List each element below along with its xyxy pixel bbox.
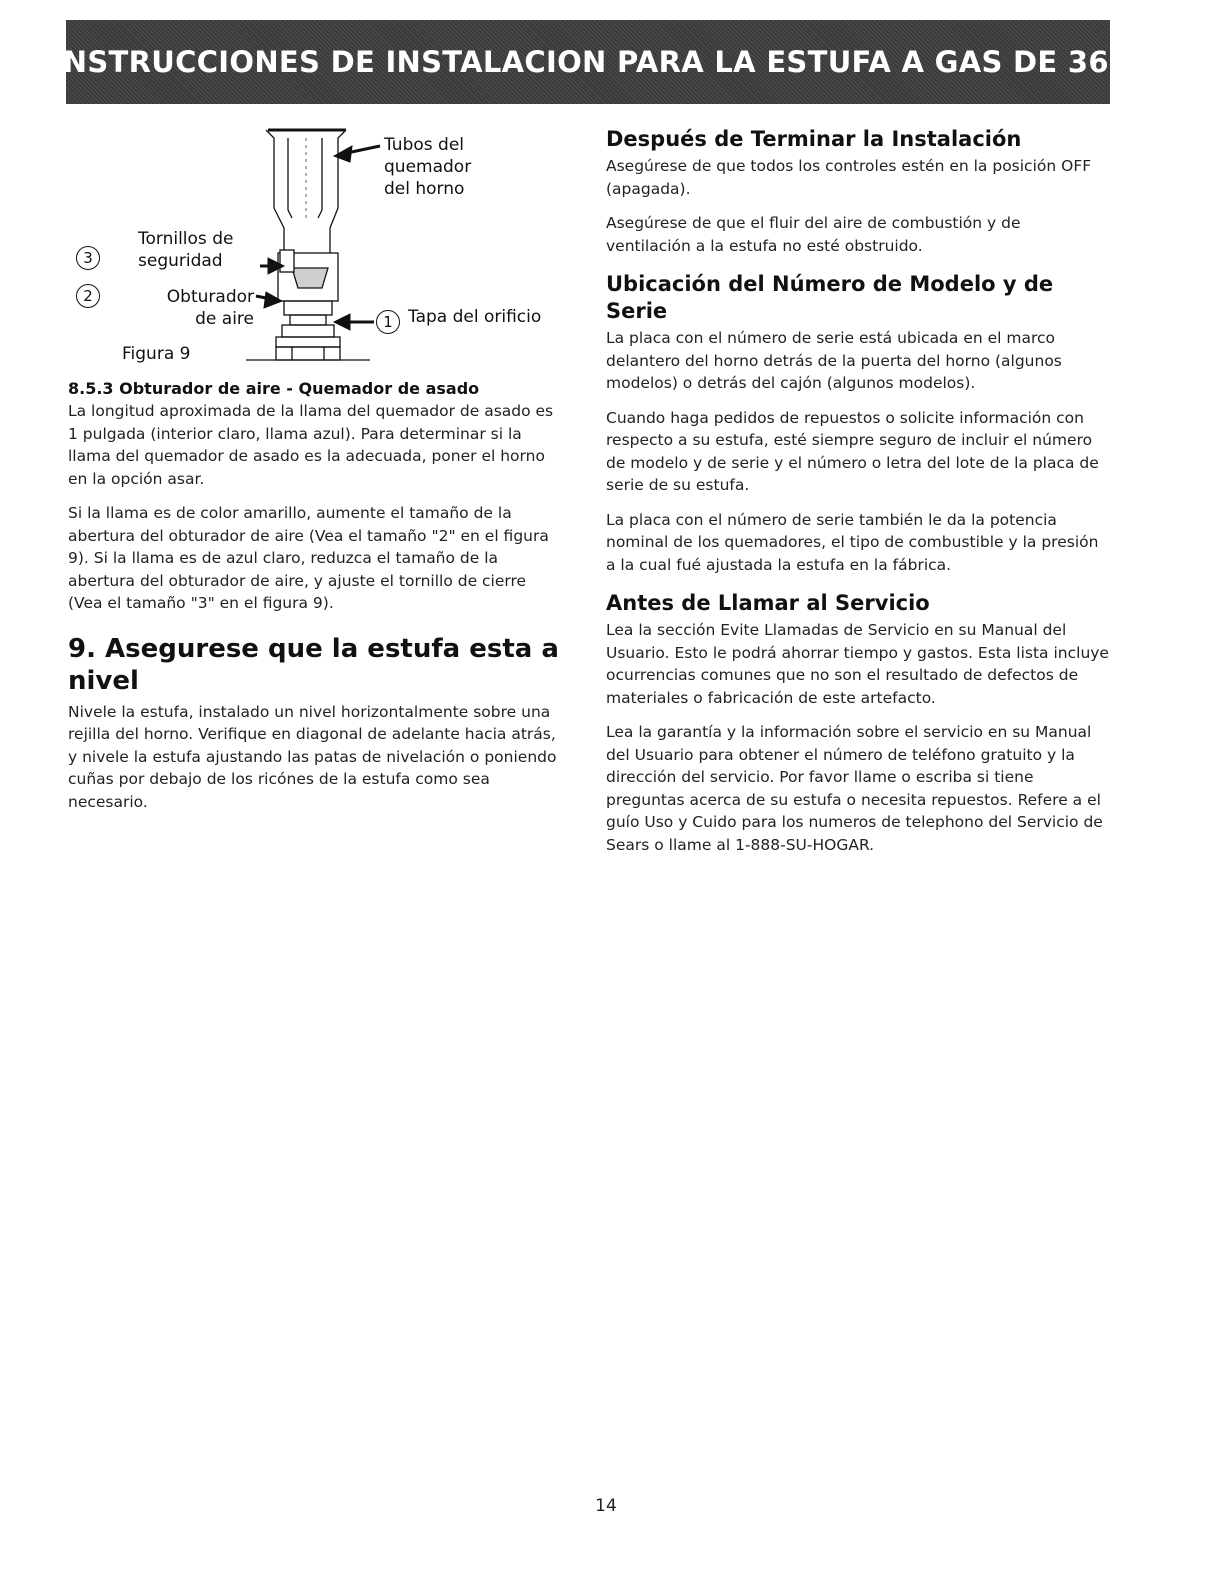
after-installation-paragraph-2: Asegúrese de que el fluir del aire de combustión y de ventilación a la estufa no esté obstruido. [606, 214, 1021, 255]
label-oven-burner-tubes: Tubos del quemador del horno [384, 135, 472, 199]
left-column [68, 378, 564, 825]
after-installation-paragraph-1: Asegúrese de que todos los controles estén en la posición OFF (apagada). [606, 157, 1092, 198]
page-number: 14 [595, 1496, 617, 1516]
model-serial-paragraph-2: Cuando haga pedidos de repuestos o solicite información con respecto a su estufa, esté siempre seguro de incluir el número de modelo y de serie y el número o letra del lote de la placa de serie de su estufa. [606, 408, 1099, 494]
figure-caption: Figura 9 [122, 344, 191, 364]
figure-9 [70, 118, 570, 378]
section-853-paragraph-1: La longitud aproximada de la llama del quemador de asado es 1 pulgada (interior claro, llama azul). Para determinar si la llama del quemador de asado es la adecuada, poner el horno en la opción asar. [68, 402, 554, 488]
section-9-paragraph-1: Nivele la estufa, instalado un nivel horizontalmente sobre una rejilla del horno. Verifique en diagonal de adelante hacia atrás, y nivele la estufa ajustando las patas de nivelación o poniendo cuñas por debajo de los ricónes de la estufa como sea necesario. [68, 702, 557, 811]
before-service-paragraph-1: Lea la sección Evite Llamadas de Servicio en su Manual del Usuario. Esto le podrá ahorrar tiempo y gastos. Esta lista incluye ocurrencias comunes que no son el resultado de defectos de materiales o fabricación de este artefacto. [606, 621, 1109, 707]
section-9-title: 9. Asegurese que la estufa esta a nivel [68, 633, 559, 696]
section-853-paragraph-2: Si la llama es de color amarillo, aumente el tamaño de la abertura del obturador de aire (Vea el tamaño "2" en el figura 9). Si la llama es de azul claro, reduzca el tamaño de la abertura del obturador de aire, y ajuste el tornillo de cierre (Vea el tamaño "3" en el figura 9). [68, 504, 549, 612]
header-banner [51, 20, 1125, 104]
label-air-shutter: Obturador de aire [166, 287, 254, 329]
section-853-title: 8.5.3 Obturador de aire - Quemador de asado [68, 379, 480, 398]
after-installation-title: Después de Terminar la Instalación [606, 127, 1022, 151]
callout-1: 1 [376, 310, 400, 334]
label-orifice-cap: Tapa del orificio [408, 307, 542, 327]
model-serial-paragraph-3: La placa con el número de serie también le da la potencia nominal de los quemadores, el tipo de combustible y la presión a la cual fué ajustada la estufa en la fábrica. [606, 510, 1099, 574]
model-serial-location-title: Ubicación del Número de Modelo y de Serie [606, 272, 1054, 323]
before-service-paragraph-2: Lea la garantía y la información sobre el servicio en su Manual del Usuario para obtener el número de teléfono gratuito y la dirección del servicio. Por favor llame o escriba si tiene preguntas acerca de su estufa o necesita repuestos. Refere a el guío Uso y Cuido para los numeros de telephono del Servicio de Sears o llame al 1-888-SU-HOGAR. [606, 723, 1103, 854]
callout-2: 2 [76, 284, 100, 308]
model-serial-paragraph-1: La placa con el número de serie está ubicada en el marco delantero del horno detrás de la puerta del horno (algunos modelos) o detrás del cajón (algunos modelos). [606, 329, 1062, 392]
page-title: INSTRUCCIONES DE INSTALACION PARA LA ESTUFA A GAS DE 36" [51, 45, 1125, 79]
callout-3: 3 [76, 246, 100, 270]
before-service-title: Antes de Llamar al Servicio [606, 591, 930, 615]
right-column [606, 126, 1110, 868]
label-security-screws: Tornillos de seguridad [138, 229, 234, 271]
